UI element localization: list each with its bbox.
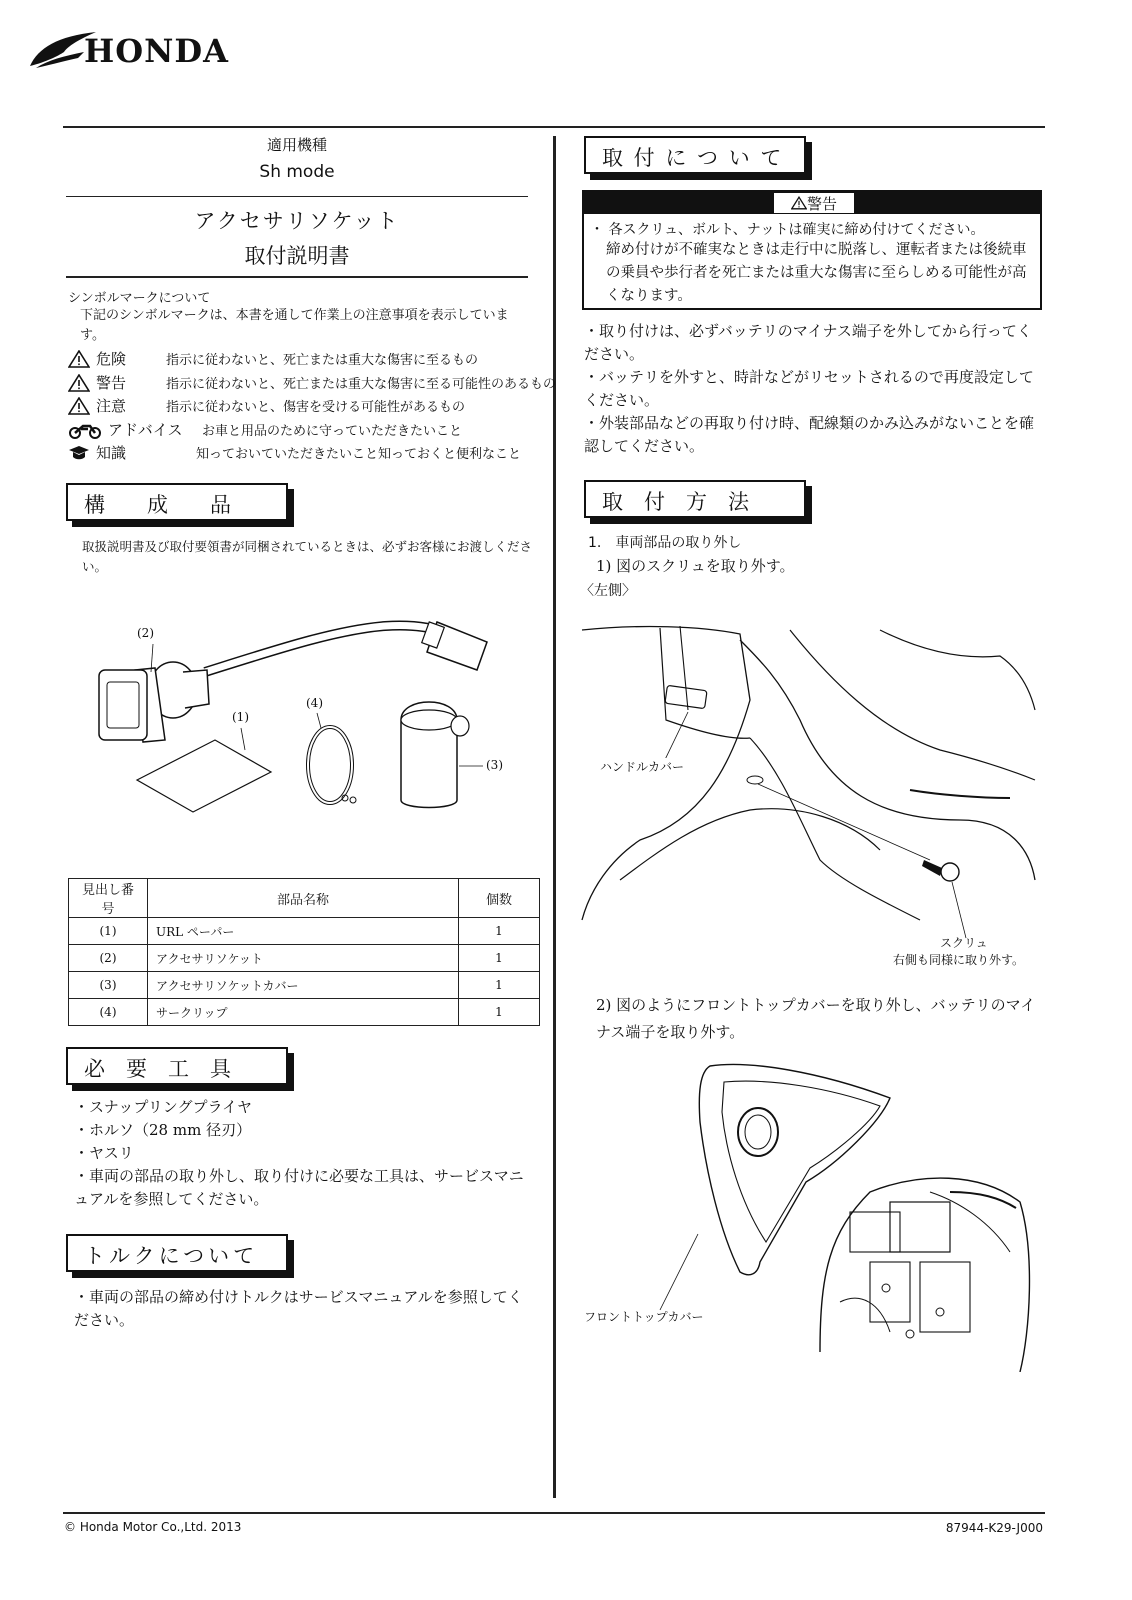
callout-2: (2) [137,626,154,640]
screw-label: スクリュ [940,936,988,950]
components-heading: 構 成 品 [66,483,288,521]
callout-3: (3) [486,758,503,772]
symbol-caution: 注意 指示に従わないと、傷害を受ける可能性があるもの [68,395,465,416]
components-note: 取扱説明書及び取付要領書が同梱されているときは、必ずお客様にお渡しください。 [82,539,533,574]
graduation-cap-icon [68,444,90,462]
method-heading: 取 付 方 法 [584,480,806,518]
step-1-1: 1) 図のスクリュを取り外す。 [596,557,795,575]
tool-item: ・ホルソ（28 mm 径刃） [74,1121,252,1139]
header-part-name: 部品名称 [148,879,459,918]
part-number: 87944-K29-J000 [945,1521,1043,1535]
warning-box [582,190,1042,310]
symbol-advice: アドバイス お車と用品のために守っていただきたいこと [68,419,462,440]
components-illustration [95,600,535,840]
warning-triangle-icon [68,397,90,415]
header-quantity: 個数 [459,879,540,918]
callout-1: (1) [232,710,249,724]
parts-table [68,878,540,1026]
header-number: 見出し番号 [69,879,148,918]
symbols-heading: シンボルマークについて [68,291,211,306]
table-row: (4) サークリップ 1 [69,999,540,1026]
table-row: (2) アクセサリソケット 1 [69,945,540,972]
handle-cover-label: ハンドルカバー [600,760,685,774]
warning-triangle-icon [68,350,90,368]
warning-bold-text: ・ 各スクリュ、ボルト、ナットは確実に締め付けてください。 [590,222,985,238]
torque-heading: トルクについて [66,1234,288,1272]
model-name: Sh mode [259,162,335,182]
installation-note-item: ・外装部品などの再取り付け時、配線類のかみ込みがないことを確認してください。 [584,414,1035,455]
installation-notes-heading: 取 付 に つ い て [584,136,806,174]
callout-4: (4) [306,696,323,710]
symbol-warning: 警告 指示に従わないと、死亡または重大な傷害に至る可能性のあるもの [68,372,556,393]
torque-item: ・車両の部品の締め付けトルクはサービスマニュアルを参照してください。 [74,1288,523,1329]
table-row: (1) URL ペーパー 1 [69,918,540,945]
tool-item: ・ヤスリ [74,1144,134,1162]
step-1-2: 2) 図のようにフロントトップカバーを取り外し、バッテリのマイナス端子を取り外す。 [596,996,1036,1041]
applicable-models-label: 適用機種 [266,136,327,154]
warning-triangle-icon [791,196,807,210]
screw-icon [922,860,959,881]
warning-text: 締め付けが不確実なときは走行中に脱落し、運転者または後続車の乗員や歩行者を死亡または重大な傷害に至らしめる可能性が高くなります。 [606,242,1027,304]
symbols-intro: 下記のシンボルマークは、本書を通して作業上の注意事項を表示しています。 [80,308,509,343]
honda-logo [28,30,278,72]
warning-label: 警告 [774,193,854,213]
screw-note: 右側も同様に取り外す。 [893,953,1025,967]
warning-triangle-icon [68,374,90,392]
installation-note-item: ・取り付けは、必ずバッテリのマイナス端子を外してから行ってください。 [584,322,1032,363]
document-title-line2: 取付説明書 [244,244,350,268]
side-label: 〈左側〉 [580,583,636,599]
motorcycle-icon [68,421,102,439]
installation-note-item: ・バッテリを外すと、時計などがリセットされるので再度設定してください。 [584,368,1034,409]
tools-heading: 必 要 工 具 [66,1047,288,1085]
symbol-knowledge: 知識 知っておいていただきたいこと知っておくと便利なこと [68,442,521,463]
table-row: (3) アクセサリソケットカバー 1 [69,972,540,999]
tool-item: ・スナップリングプライヤ [74,1098,253,1116]
document-title-line1: アクセサリソケット [194,209,400,233]
front-top-cover-label: フロントトップカバー [584,1310,704,1324]
handle-cover-illustration [580,620,1040,940]
symbol-danger: 危険 指示に従わないと、死亡または重大な傷害に至るもの [68,348,478,369]
tool-item: ・車両の部品の取り外し、取り付けに必要な工具は、サービスマニュアルを参照してください。 [74,1167,524,1208]
step-1: 1. 車両部品の取り外し [588,535,742,551]
brand-name: HONDA [84,32,229,70]
copyright: © Honda Motor Co.,Ltd. 2013 [64,1520,242,1534]
